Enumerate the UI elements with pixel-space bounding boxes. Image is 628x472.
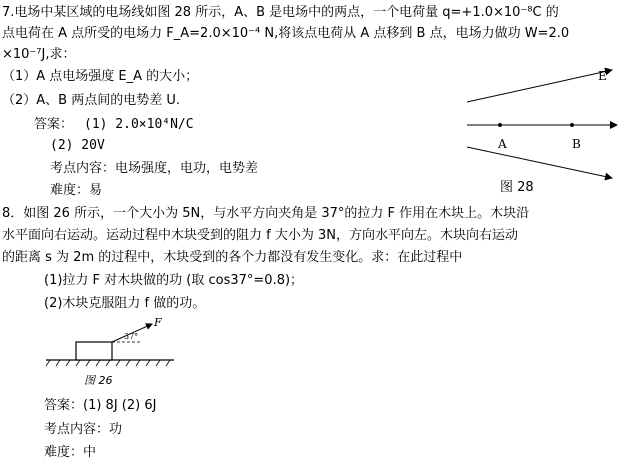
q8-line2: 水平面向右运动。运动过程中木块受到的阻力 f 大小为 3N，方向水平向左。木块向右运动 bbox=[2, 228, 518, 243]
q8-nandu: 难度：中 bbox=[44, 445, 97, 460]
figure-26-caption: 图 26 bbox=[84, 374, 113, 387]
label-a: A bbox=[498, 137, 507, 151]
q8-answer: 答案：(1) 8J (2) 6J bbox=[44, 398, 157, 413]
q7-line3: ×10⁻⁷J,求： bbox=[2, 47, 76, 62]
field-line-top bbox=[467, 70, 612, 102]
figure-28-caption: 图 28 bbox=[500, 180, 534, 195]
q7-answer-label: 答案： bbox=[34, 117, 74, 132]
q8-line1: 8．如图 26 所示，一个大小为 5N，与水平方向夹角是 37°的拉力 F 作用在木块上。木块沿 bbox=[2, 206, 530, 221]
label-f: F bbox=[154, 316, 162, 329]
wooden-block bbox=[76, 342, 112, 360]
ground-hatching bbox=[46, 360, 170, 366]
q7-line2: 点电荷在 A 点所受的电场力 F_A=2.0×10⁻⁴ N,将该点电荷从 A 点移到 B 点，电场力做功 W=2.0 bbox=[2, 26, 570, 41]
q7-line1: 7.电场中某区域的电场线如图 28 所示，A、B 是电场中的两点，一个电荷量 q=+1.0×10⁻⁸C 的 bbox=[2, 5, 559, 20]
point-a-dot bbox=[498, 123, 502, 127]
q7-sub2: （2）A、B 两点间的电势差 U. bbox=[2, 93, 180, 108]
q7-answer1: (1) 2.0×10⁴N/C bbox=[84, 117, 194, 132]
label-b: B bbox=[572, 137, 581, 151]
field-line-bottom bbox=[467, 147, 612, 178]
q8-kaodian: 考点内容：功 bbox=[44, 422, 123, 437]
figure-26 bbox=[44, 316, 184, 376]
label-e: E bbox=[598, 69, 607, 83]
q8-line3: 的距离 s 为 2m 的过程中，木块受到的各个力都没有发生变化。求：在此过程中 bbox=[2, 250, 463, 265]
point-b-dot bbox=[570, 123, 574, 127]
q7-answer2: (2) 20V bbox=[50, 138, 105, 153]
q7-sub1: （1）A 点电场强度 E_A 的大小； bbox=[2, 69, 199, 84]
q7-kaodian: 考点内容：电场强度，电功，电势差 bbox=[50, 161, 259, 176]
figure-28 bbox=[462, 62, 622, 202]
q8-sub1: (1)拉力 F 对木块做的功 (取 cos37°=0.8)； bbox=[44, 273, 304, 288]
q8-sub2: (2)木块克服阻力 f 做的功。 bbox=[44, 296, 206, 311]
label-angle: 37° bbox=[124, 332, 139, 341]
q7-nandu: 难度：易 bbox=[50, 183, 103, 198]
